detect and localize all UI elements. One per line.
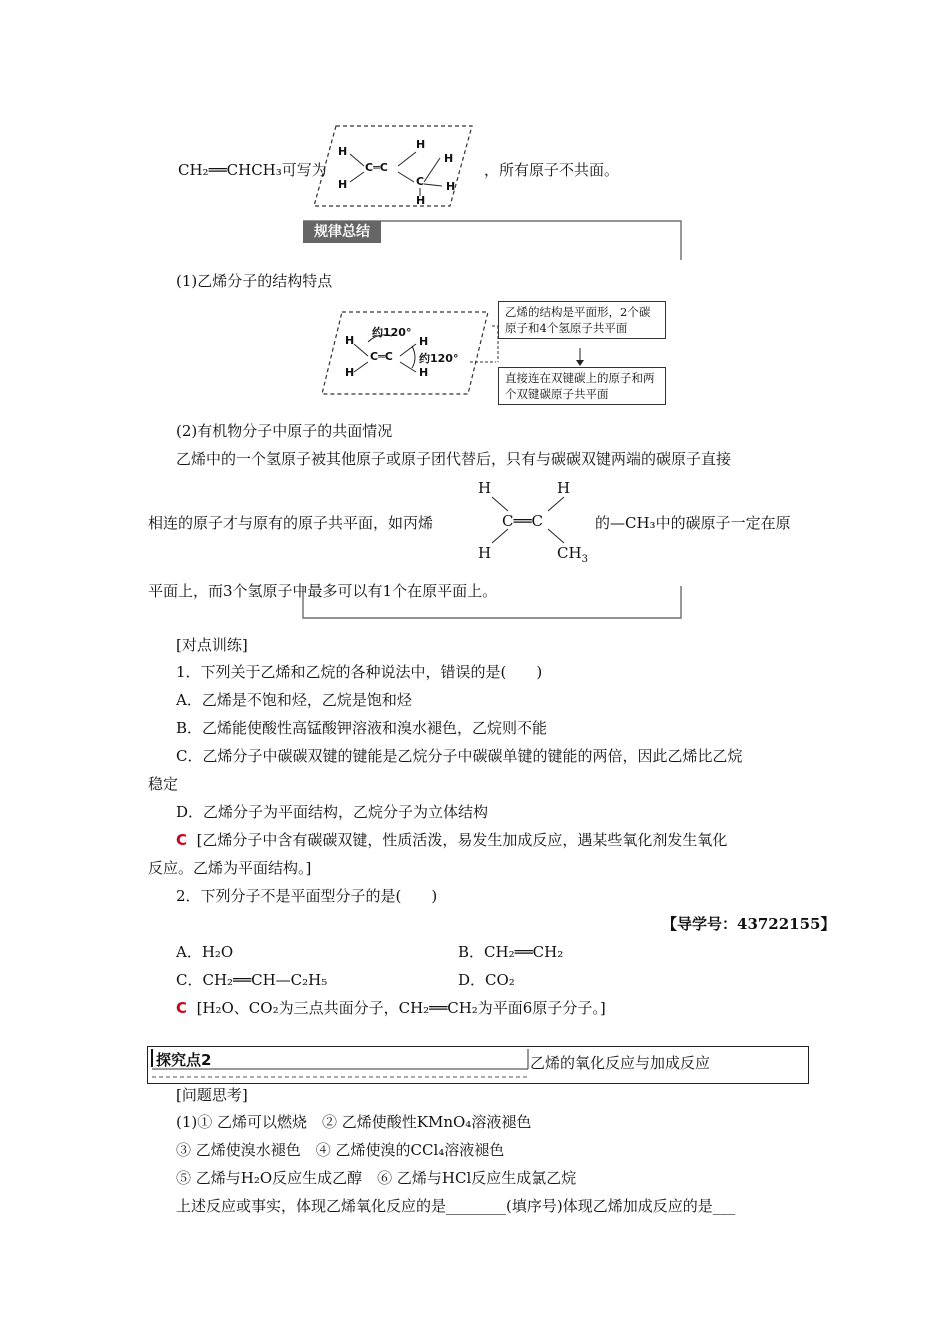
propene-prefix: CH₂══CHCH₃可写为 <box>178 161 327 179</box>
q2-option-b: B．CH₂══CH₂ <box>458 943 564 961</box>
propene-cc: C═C <box>365 161 388 174</box>
thinking-line-3: ⑤ 乙烯与H₂O反应生成乙醇 ⑥ 乙烯与HCl反应生成氯乙烷 <box>176 1169 577 1187</box>
ethylene-h3: H <box>419 335 429 348</box>
thinking-header: [问题思考] <box>176 1086 248 1104</box>
thinking-line-4: 上述反应或事实，体现乙烯氧化反应的是________(填序号)体现乙烯加成反应的是___ <box>176 1197 736 1215</box>
q2-reference: 【导学号：43722155】 <box>662 915 836 933</box>
propene-h2: H <box>338 178 348 191</box>
q1-explanation: [乙烯分子中含有碳碳双键，性质活泼，易发生加成反应，遇某些氧化剂发生氧化 <box>196 831 728 849</box>
q1-option-a: A．乙烯是不饱和烃，乙烷是饱和烃 <box>176 691 412 709</box>
ethylene-h1: H <box>345 334 355 347</box>
summary-p3: 乙烯中的一个氢原子被其他原子或原子团代替后，只有与碳碳双键两端的碳原子直接 <box>176 450 732 468</box>
summary-p2: (2)有机物分子中原子的共面情况 <box>176 422 393 440</box>
angle-label-1: 约120° <box>372 326 412 339</box>
q2-stem: 2．下列分子不是平面型分子的是( ) <box>176 887 438 905</box>
q2-option-c: C．CH₂══CH—C₂H₅ <box>176 971 328 989</box>
summary-p4b: 的—CH₃中的碳原子一定在原 <box>595 514 791 532</box>
propene-h6: H <box>416 194 426 207</box>
q1-option-c-cont: 稳定 <box>148 775 179 793</box>
propene-h5: H <box>446 180 456 193</box>
q2-explanation: [H₂O、CO₂为三点共面分子，CH₂══CH₂为平面6原子分子。] <box>196 999 606 1017</box>
ethylene-cc: C═C <box>370 350 393 363</box>
thinking-line-2: ③ 乙烯使溴水褪色 ④ 乙烯使溴的CCl₄溶液褪色 <box>176 1141 505 1159</box>
thinking-line-1: (1)① 乙烯可以燃烧 ② 乙烯使酸性KMnO₄溶液褪色 <box>176 1113 532 1131</box>
q1-option-d: D．乙烯分子为平面结构，乙烷分子为立体结构 <box>176 803 489 821</box>
angle-label-2: 约120° <box>419 352 459 365</box>
propene-plane-diagram <box>312 124 474 208</box>
summary-tag: 规律总结 <box>303 221 381 243</box>
propene-double-bond: C══C <box>502 512 544 530</box>
q1-answer <box>176 829 727 850</box>
summary-p1: (1)乙烯分子的结构特点 <box>176 272 333 290</box>
note-coplanar: 直接连在双键碳上的原子和两个双键碳原子共平面 <box>498 367 666 405</box>
propene-h-top-right: H <box>557 479 571 497</box>
q1-answer-letter: C <box>176 831 188 849</box>
propene-h3: H <box>416 138 426 151</box>
propene-h-top-left: H <box>478 479 492 497</box>
section-title: 探究点2 <box>156 1051 212 1069</box>
propene-suffix: ，所有原子不共面。 <box>484 161 620 179</box>
summary-p5: 平面上，而3个氢原子中最多可以有1个在原平面上。 <box>148 582 498 600</box>
q2-option-d: D．CO₂ <box>458 971 515 989</box>
q1-option-b: B．乙烯能使酸性高锰酸钾溶液和溴水褪色，乙烷则不能 <box>176 719 548 737</box>
summary-p4a: 相连的原子才与原有的原子共平面，如丙烯 <box>148 514 434 532</box>
q2-answer <box>176 997 606 1018</box>
q1-option-c: C．乙烯分子中碳碳双键的键能是乙烷分子中碳碳单键的键能的两倍，因此乙烯比乙烷 <box>176 747 743 765</box>
ethylene-h4: H <box>419 366 429 379</box>
section-subtitle: 乙烯的氧化反应与加成反应 <box>530 1054 711 1072</box>
propene-bonds <box>478 495 578 547</box>
ethylene-h2: H <box>345 366 355 379</box>
practice-header: [对点训练] <box>176 636 248 654</box>
q1-explanation-cont: 反应。乙烯为平面结构。] <box>148 859 312 877</box>
q1-stem: 1．下列关于乙烯和乙烷的各种说法中，错误的是( ) <box>176 663 543 681</box>
q2-option-a: A．H₂O <box>176 943 234 961</box>
note-plane: 乙烯的结构是平面形，2个碳原子和4个氢原子共平面 <box>498 301 666 339</box>
propene-h-bottom-left: H <box>478 544 492 562</box>
propene-ch3: $CH_3$ <box>557 544 588 565</box>
propene-h1: H <box>338 145 348 158</box>
propene-c3: C <box>416 175 425 188</box>
propene-h4: H <box>444 152 454 165</box>
q2-answer-letter: C <box>176 999 188 1017</box>
